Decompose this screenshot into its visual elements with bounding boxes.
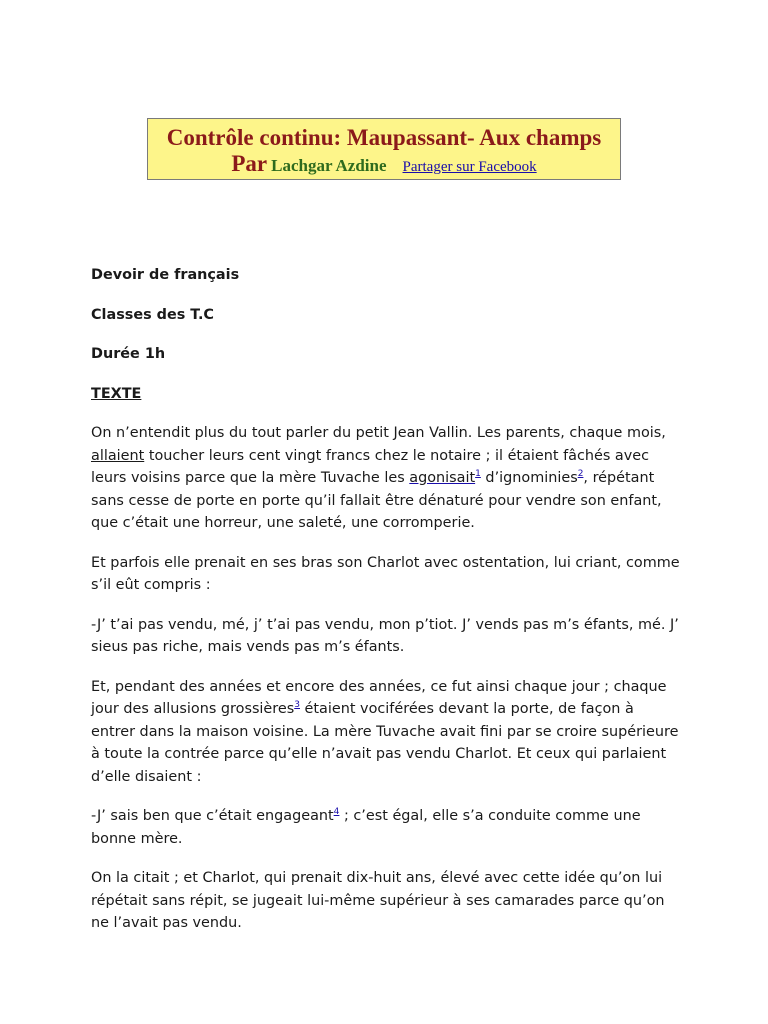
word-agonisait: agonisait <box>409 470 476 486</box>
assignment-subject: Devoir de français <box>91 267 240 283</box>
duration: Durée 1h <box>91 346 166 362</box>
paragraph-6: On la citait ; et Charlot, qui prenait dix-huit ans, élevé avec cette idée qu’on lui répétait sans répit, se jugeait lui-même supérieur à ses camarades parce qu’on ne l’avait pas vendu. <box>91 870 665 931</box>
title-box <box>147 118 621 180</box>
author-name: Lachgar Azdine <box>271 156 387 175</box>
paragraph-1 <box>91 422 681 535</box>
paragraph-2: Et parfois elle prenait en ses bras son Charlot avec ostentation, lui criant, comme s’il eût compris : <box>91 554 680 593</box>
paragraph-3: -J’ t’ai pas vendu, mé, j’ t’ai pas vendu, mon p’tiot. J’ vends pas m’s éfants, mé. J’ sieus pas riche, mais vends pas m’s éfants. <box>91 616 679 655</box>
class-level: Classes des T.C <box>91 306 214 323</box>
paragraph-5-text-a: -J’ sais ben que c’était engageant <box>91 808 334 824</box>
byline-par: Par <box>231 151 268 176</box>
paragraph-1-text-b: toucher leurs cent vingt francs chez le notaire ; il étaient fâchés avec leurs voisins parce que la mère Tuvache les <box>91 447 650 486</box>
paragraph-4-text-a: Et, pendant des années et encore des années, ce fut ainsi chaque jour ; chaque jour des allusions grossières <box>91 678 667 717</box>
document-body <box>91 264 681 952</box>
byline <box>148 152 620 179</box>
paragraph-1-text-a: On n’entendit plus du tout parler du petit Jean Vallin. Les parents, chaque mois, <box>91 425 666 441</box>
share-facebook-link[interactable]: Partager sur Facebook <box>402 159 537 175</box>
footnote-ref-1[interactable]: 1 <box>475 469 481 480</box>
paragraph-5 <box>91 805 681 850</box>
footnote-ref-3[interactable]: 3 <box>294 700 300 711</box>
footnote-ref-4[interactable]: 4 <box>333 807 340 818</box>
page-title: Contrôle continu: Maupassant- Aux champs <box>166 125 602 150</box>
paragraph-4 <box>91 676 681 789</box>
paragraph-1-text-c: d’ignominies <box>480 470 578 486</box>
paragraph-1-text-d: , répétant sans cesse de porte en porte qu’il fallait être dénaturé pour vendre son enfant, que c’était une horreur, une saleté, une corromperie. <box>91 470 662 531</box>
paragraph-5-text-b: ; c’est égal, elle s’a conduite comme une bonne mère. <box>91 808 641 847</box>
section-heading-texte: TEXTE <box>91 385 142 402</box>
paragraph-4-text-b: étaient vociférées devant la porte, de façon à entrer dans la maison voisine. La mère Tuvache avait fini par se croire supérieure à toute la contrée parce qu’elle n’avait pas vendu Charlot. Et ceux qui parlaient d’elle disaient : <box>91 701 679 785</box>
word-allaient: allaient <box>91 447 145 464</box>
footnote-ref-2[interactable]: 2 <box>577 469 584 480</box>
